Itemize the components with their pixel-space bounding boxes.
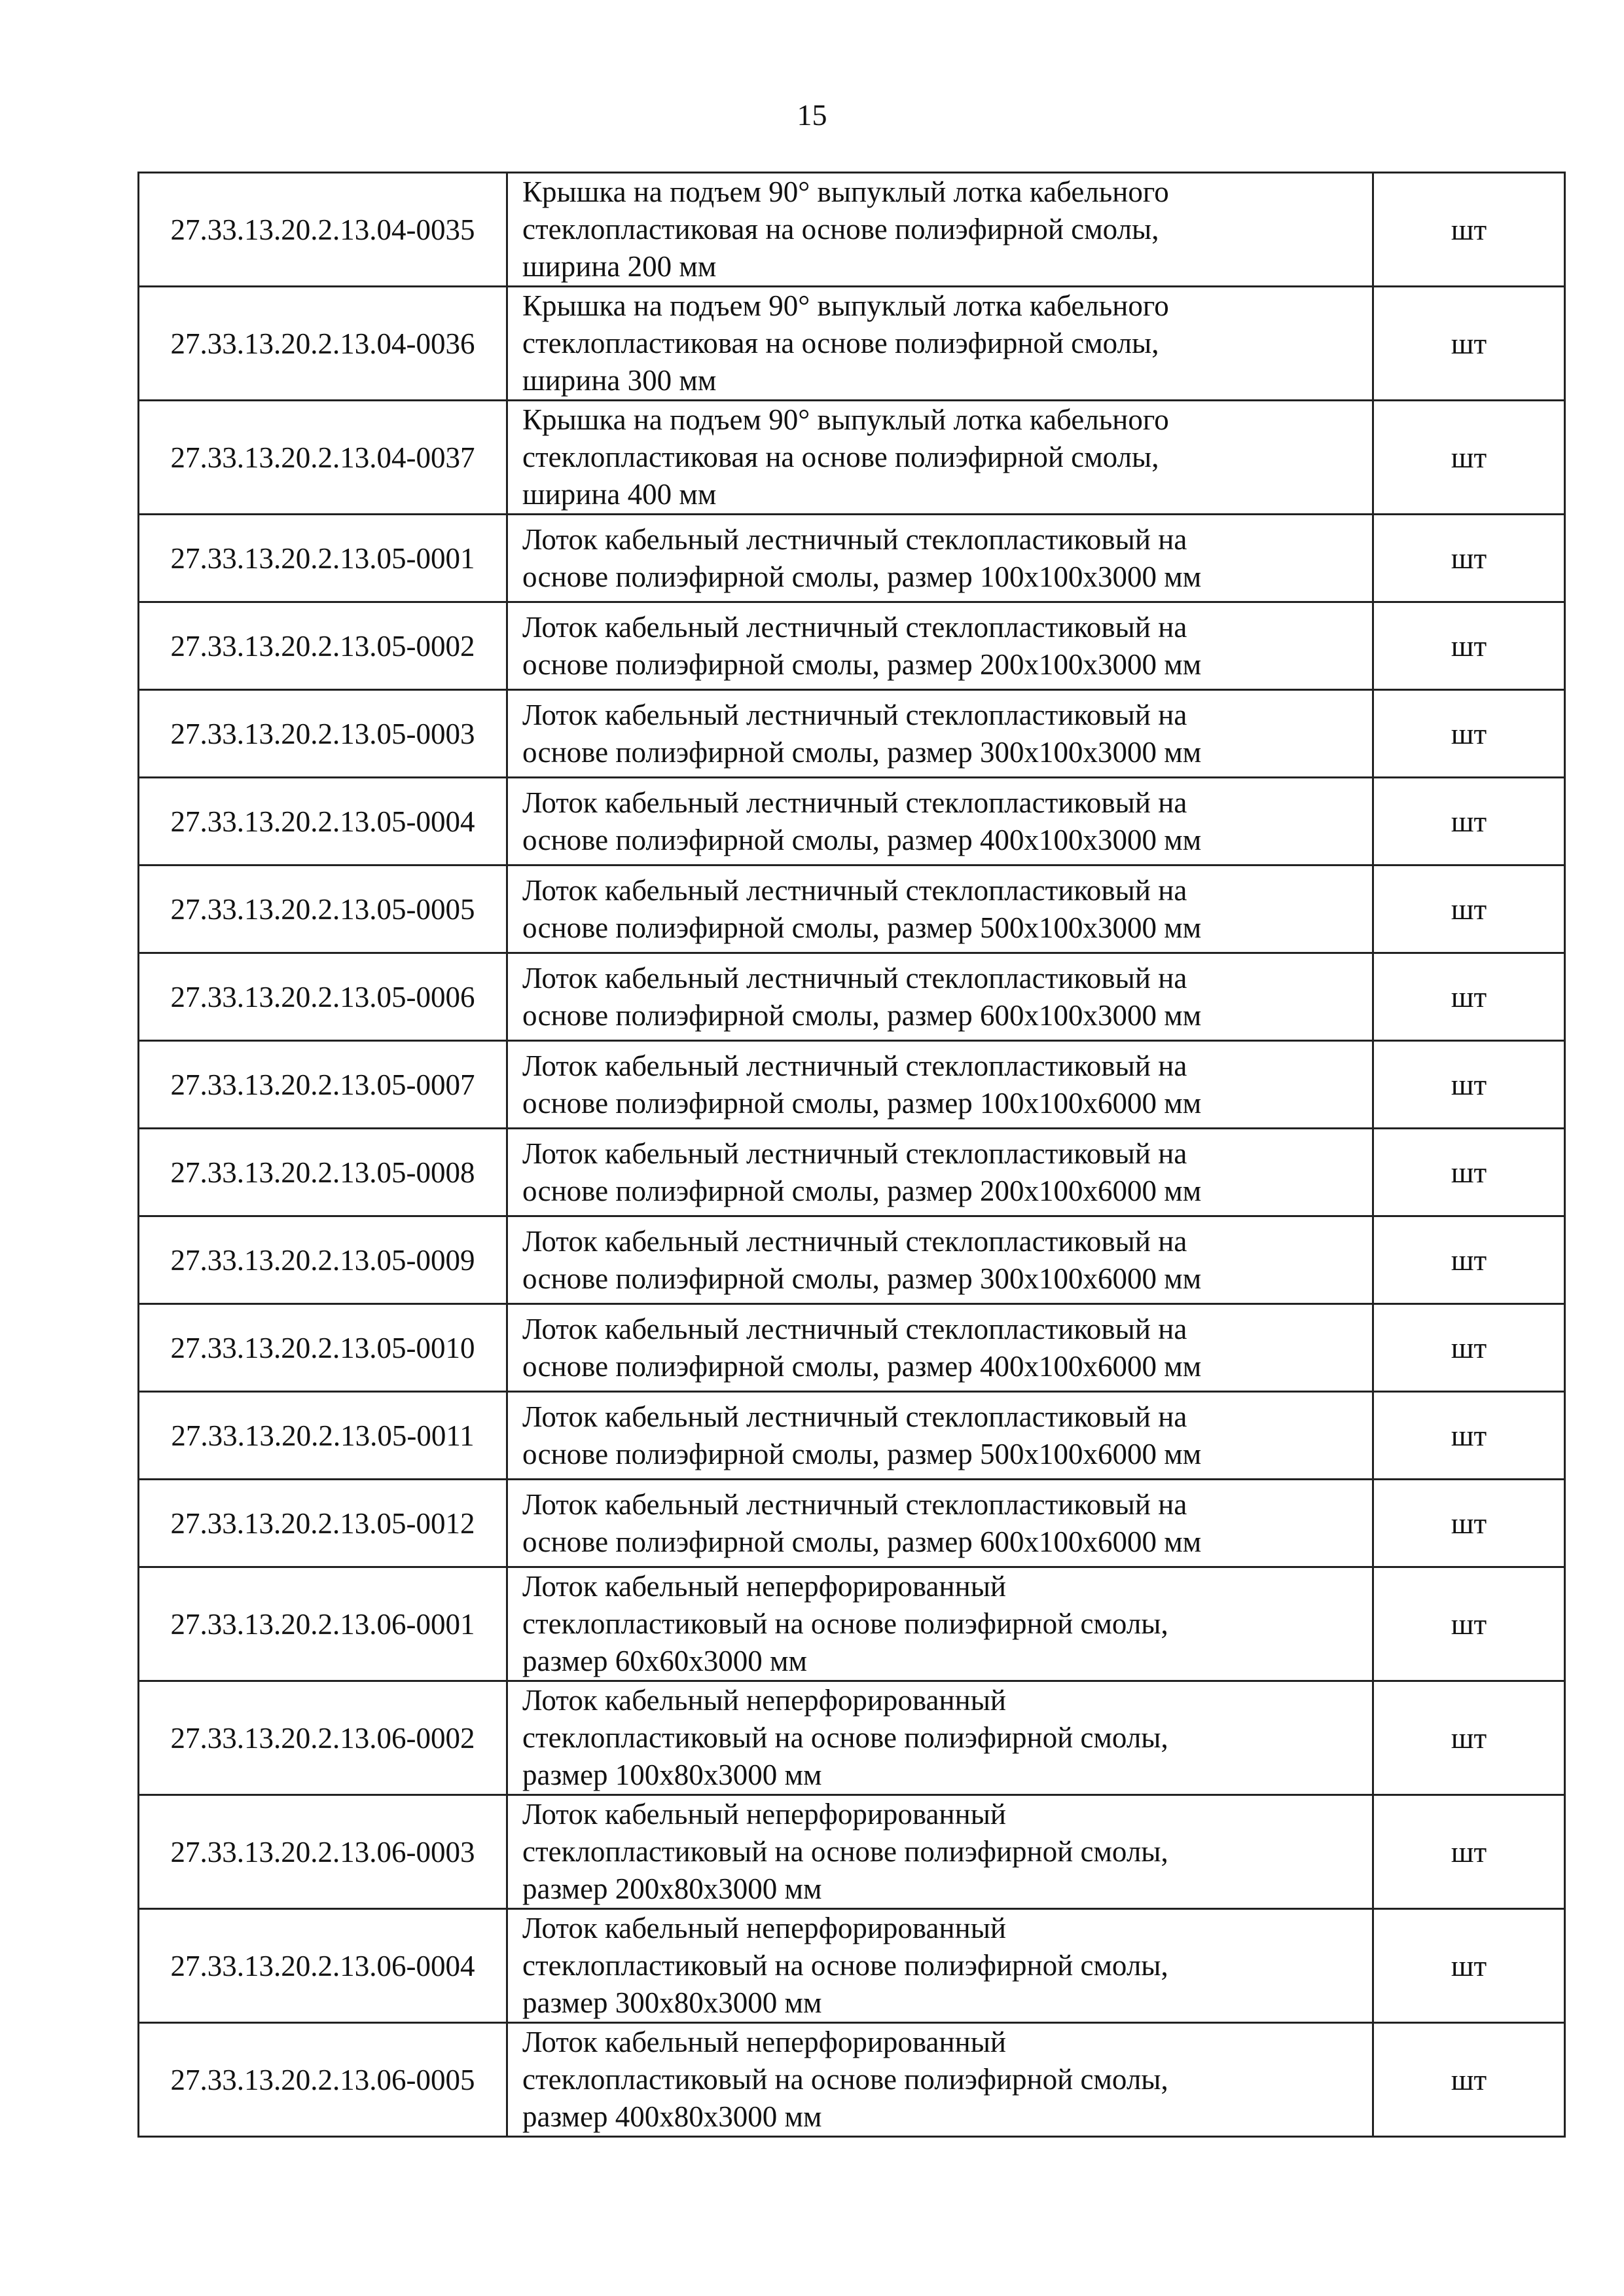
- table-row: [139, 287, 1565, 401]
- description-line: основе полиэфирной смолы, размер 100x100x3000 мм: [522, 560, 1202, 593]
- resource-code: 27.33.13.20.2.13.05-0011: [139, 1392, 507, 1480]
- description-line: размер 300x80x3000 мм: [522, 1986, 822, 2019]
- description-line: Лоток кабельный лестничный стеклопластиковый на: [522, 610, 1187, 644]
- description-line: размер 60x60x3000 мм: [522, 1645, 808, 1677]
- description-line: Лоток кабельный лестничный стеклопластиковый на: [522, 522, 1187, 556]
- resource-description: [507, 401, 1373, 515]
- resource-description: [507, 778, 1373, 866]
- unit-of-measure: шт: [1373, 1909, 1565, 2023]
- unit-of-measure: шт: [1373, 401, 1565, 515]
- unit-of-measure: шт: [1373, 173, 1565, 287]
- resource-code: 27.33.13.20.2.13.05-0007: [139, 1041, 507, 1129]
- description-line: основе полиэфирной смолы, размер 300x100x6000 мм: [522, 1262, 1202, 1295]
- table-row: [139, 1480, 1565, 1567]
- resource-description: [507, 690, 1373, 778]
- resource-description: [507, 1480, 1373, 1567]
- resource-description: [507, 1567, 1373, 1681]
- resource-description: [507, 866, 1373, 953]
- resource-description: [507, 1909, 1373, 2023]
- description-line: Лоток кабельный лестничный стеклопластиковый на: [522, 961, 1187, 994]
- resource-description: [507, 173, 1373, 287]
- resource-code: 27.33.13.20.2.13.04-0036: [139, 287, 507, 401]
- resource-description: [507, 1392, 1373, 1480]
- unit-of-measure: шт: [1373, 953, 1565, 1041]
- description-line: Лоток кабельный лестничный стеклопластиковый на: [522, 1049, 1187, 1082]
- description-line: стеклопластиковый на основе полиэфирной смолы,: [522, 1949, 1168, 1982]
- table-row: [139, 602, 1565, 690]
- resource-description: [507, 1795, 1373, 1909]
- description-line: Лоток кабельный неперфорированный: [522, 1912, 1007, 1944]
- description-line: Лоток кабельный лестничный стеклопластиковый на: [522, 786, 1187, 819]
- resource-description: [507, 1041, 1373, 1129]
- unit-of-measure: шт: [1373, 602, 1565, 690]
- table-row: [139, 173, 1565, 287]
- table-row: [139, 690, 1565, 778]
- resource-description: [507, 287, 1373, 401]
- description-line: Лоток кабельный лестничный стеклопластиковый на: [522, 698, 1187, 731]
- description-line: основе полиэфирной смолы, размер 500x100x3000 мм: [522, 911, 1202, 944]
- table-row: [139, 1216, 1565, 1304]
- table-row: [139, 1909, 1565, 2023]
- description-line: стеклопластиковый на основе полиэфирной смолы,: [522, 2063, 1168, 2096]
- description-line: стеклопластиковый на основе полиэфирной смолы,: [522, 1607, 1168, 1640]
- description-line: основе полиэфирной смолы, размер 300x100x3000 мм: [522, 735, 1202, 769]
- resource-code: 27.33.13.20.2.13.05-0003: [139, 690, 507, 778]
- table-row: [139, 1795, 1565, 1909]
- unit-of-measure: шт: [1373, 866, 1565, 953]
- table-row: [139, 1392, 1565, 1480]
- unit-of-measure: шт: [1373, 1795, 1565, 1909]
- resource-code: 27.33.13.20.2.13.06-0002: [139, 1681, 507, 1795]
- table-row: [139, 953, 1565, 1041]
- resource-description: [507, 953, 1373, 1041]
- resource-code: 27.33.13.20.2.13.05-0008: [139, 1129, 507, 1216]
- unit-of-measure: шт: [1373, 1392, 1565, 1480]
- description-line: Лоток кабельный лестничный стеклопластиковый на: [522, 1137, 1187, 1170]
- description-line: основе полиэфирной смолы, размер 400x100x3000 мм: [522, 823, 1202, 856]
- description-line: стеклопластиковая на основе полиэфирной смолы,: [522, 213, 1159, 246]
- unit-of-measure: шт: [1373, 1480, 1565, 1567]
- resource-code: 27.33.13.20.2.13.06-0003: [139, 1795, 507, 1909]
- resource-description: [507, 1681, 1373, 1795]
- table-row: [139, 778, 1565, 866]
- description-line: Лоток кабельный лестничный стеклопластиковый на: [522, 1487, 1187, 1521]
- resource-code: 27.33.13.20.2.13.06-0004: [139, 1909, 507, 2023]
- unit-of-measure: шт: [1373, 1216, 1565, 1304]
- description-line: Лоток кабельный лестничный стеклопластиковый на: [522, 873, 1187, 907]
- resource-code: 27.33.13.20.2.13.04-0035: [139, 173, 507, 287]
- description-line: Лоток кабельный лестничный стеклопластиковый на: [522, 1312, 1187, 1345]
- description-line: ширина 200 мм: [522, 250, 717, 283]
- resource-description: [507, 1129, 1373, 1216]
- resource-code: 27.33.13.20.2.13.05-0001: [139, 515, 507, 602]
- description-line: основе полиэфирной смолы, размер 100x100x6000 мм: [522, 1086, 1202, 1120]
- table-row: [139, 1129, 1565, 1216]
- description-line: Лоток кабельный неперфорированный: [522, 2026, 1007, 2058]
- resource-code: 27.33.13.20.2.13.05-0012: [139, 1480, 507, 1567]
- table-row: [139, 515, 1565, 602]
- description-line: Лоток кабельный лестничный стеклопластиковый на: [522, 1400, 1187, 1433]
- resource-description: [507, 515, 1373, 602]
- unit-of-measure: шт: [1373, 1041, 1565, 1129]
- description-line: Крышка на подъем 90° выпуклый лотка кабельного: [522, 289, 1169, 322]
- table-row: [139, 1041, 1565, 1129]
- description-line: Лоток кабельный неперфорированный: [522, 1684, 1007, 1717]
- unit-of-measure: шт: [1373, 1681, 1565, 1795]
- unit-of-measure: шт: [1373, 515, 1565, 602]
- resource-description: [507, 1216, 1373, 1304]
- description-line: Лоток кабельный неперфорированный: [522, 1570, 1007, 1603]
- table-row: [139, 401, 1565, 515]
- description-line: Лоток кабельный лестничный стеклопластиковый на: [522, 1224, 1187, 1258]
- unit-of-measure: шт: [1373, 1567, 1565, 1681]
- resource-code: 27.33.13.20.2.13.05-0005: [139, 866, 507, 953]
- table-row: [139, 1304, 1565, 1392]
- description-line: основе полиэфирной смолы, размер 200x100x6000 мм: [522, 1174, 1202, 1207]
- resource-code: 27.33.13.20.2.13.06-0001: [139, 1567, 507, 1681]
- description-line: размер 200x80x3000 мм: [522, 1872, 822, 1905]
- description-line: ширина 400 мм: [522, 478, 717, 511]
- description-line: основе полиэфирной смолы, размер 600x100x3000 мм: [522, 998, 1202, 1032]
- description-line: Крышка на подъем 90° выпуклый лотка кабельного: [522, 403, 1169, 436]
- description-line: стеклопластиковый на основе полиэфирной смолы,: [522, 1835, 1168, 1868]
- resource-description: [507, 2023, 1373, 2137]
- table-row: [139, 1567, 1565, 1681]
- description-line: основе полиэфирной смолы, размер 400x100x6000 мм: [522, 1349, 1202, 1383]
- table-row: [139, 1681, 1565, 1795]
- page-number: 15: [797, 98, 827, 132]
- table-row: [139, 2023, 1565, 2137]
- table-row: [139, 866, 1565, 953]
- resource-code: 27.33.13.20.2.13.05-0006: [139, 953, 507, 1041]
- resource-code: 27.33.13.20.2.13.06-0005: [139, 2023, 507, 2137]
- description-line: Крышка на подъем 90° выпуклый лотка кабельного: [522, 175, 1169, 208]
- description-line: стеклопластиковый на основе полиэфирной смолы,: [522, 1721, 1168, 1754]
- unit-of-measure: шт: [1373, 2023, 1565, 2137]
- description-line: размер 100x80x3000 мм: [522, 1758, 822, 1791]
- description-line: основе полиэфирной смолы, размер 600x100x6000 мм: [522, 1525, 1202, 1558]
- description-line: основе полиэфирной смолы, размер 500x100x6000 мм: [522, 1437, 1202, 1470]
- unit-of-measure: шт: [1373, 690, 1565, 778]
- description-line: стеклопластиковая на основе полиэфирной смолы,: [522, 441, 1159, 473]
- description-line: стеклопластиковая на основе полиэфирной смолы,: [522, 327, 1159, 359]
- table-body: [139, 173, 1565, 2137]
- resource-table: [137, 172, 1566, 2138]
- resource-code: 27.33.13.20.2.13.04-0037: [139, 401, 507, 515]
- resource-code: 27.33.13.20.2.13.05-0009: [139, 1216, 507, 1304]
- resource-description: [507, 1304, 1373, 1392]
- unit-of-measure: шт: [1373, 287, 1565, 401]
- description-line: Лоток кабельный неперфорированный: [522, 1798, 1007, 1831]
- resource-code: 27.33.13.20.2.13.05-0002: [139, 602, 507, 690]
- description-line: размер 400x80x3000 мм: [522, 2100, 822, 2133]
- resource-code: 27.33.13.20.2.13.05-0010: [139, 1304, 507, 1392]
- unit-of-measure: шт: [1373, 1129, 1565, 1216]
- description-line: ширина 300 мм: [522, 364, 717, 397]
- description-line: основе полиэфирной смолы, размер 200x100x3000 мм: [522, 647, 1202, 681]
- unit-of-measure: шт: [1373, 778, 1565, 866]
- unit-of-measure: шт: [1373, 1304, 1565, 1392]
- resource-code: 27.33.13.20.2.13.05-0004: [139, 778, 507, 866]
- resource-description: [507, 602, 1373, 690]
